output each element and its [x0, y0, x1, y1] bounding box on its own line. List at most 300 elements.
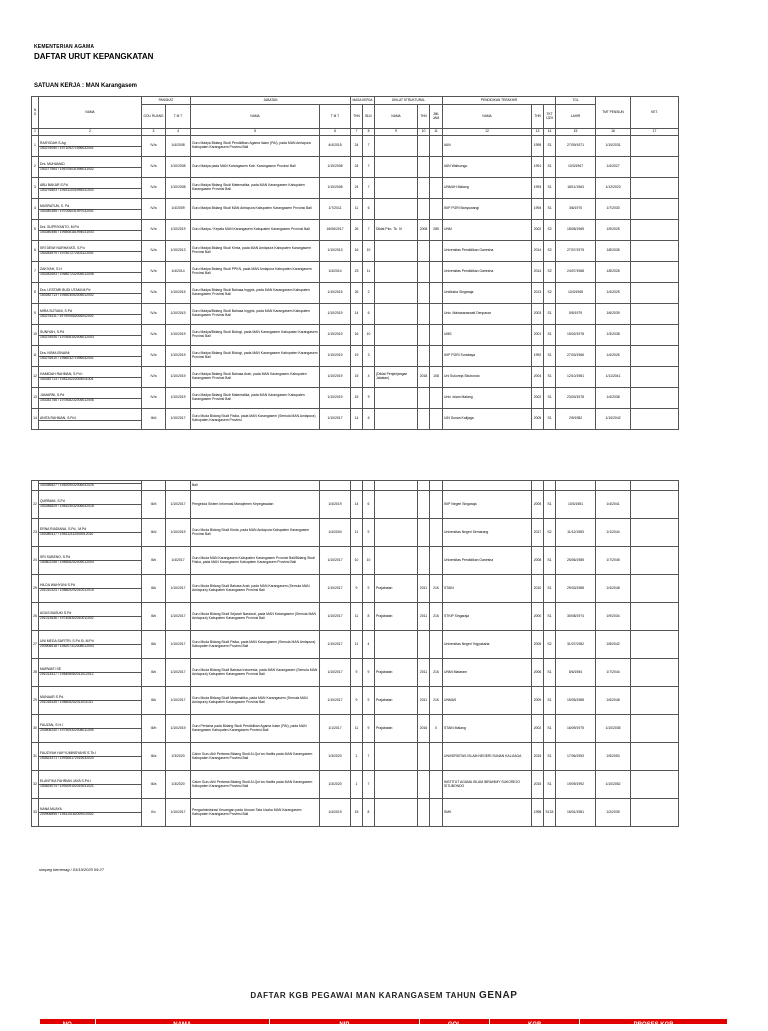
employee-nip: 150802258 / 198506252009012004 — [39, 560, 141, 565]
row-number: 32 — [32, 771, 39, 799]
education-name: UNMI Mataram — [443, 659, 532, 687]
employee-cell — [39, 799, 142, 827]
education-year: 1993 — [532, 178, 544, 199]
column-index-cell: 8 — [363, 129, 375, 136]
employee-name: MUNAAR S.Pd. — [40, 695, 64, 700]
employee-nip: 201016435 / 198805252011011011 — [39, 700, 141, 705]
education-year: 2006 — [532, 659, 544, 687]
service-years: 11 — [351, 199, 363, 220]
birth-date: 12/10/1981 — [556, 367, 596, 388]
service-years: 14 — [351, 304, 363, 325]
employee-cell — [39, 178, 142, 199]
training-name — [375, 346, 418, 367]
position-name: Guru Madya Bidang Studi Bahasa Inggris, pada MAN Karangasem Kabupaten Karangasem Provinsi Bali — [191, 283, 320, 304]
birth-date: 10/3/1967 — [556, 157, 596, 178]
rank-tmt: 1/10/2008 — [166, 178, 191, 199]
training-hours — [430, 283, 443, 304]
training-hours: 216 — [430, 603, 443, 631]
employee-nip: 201013636 / 197408302010011002 — [39, 616, 141, 621]
remarks — [631, 346, 679, 367]
remarks — [631, 743, 679, 771]
column-index-cell: 17 — [631, 129, 679, 136]
service-years: 9 — [351, 575, 363, 603]
training-hours — [430, 631, 443, 659]
training-hours — [430, 157, 443, 178]
education-level: S1 — [544, 346, 556, 367]
retirement-date: 1/4/2027 — [596, 157, 631, 178]
rank-tmt: 1/10/2019 — [166, 715, 191, 743]
birth-date: 24/07/1968 — [556, 262, 596, 283]
education-level: S1 — [544, 304, 556, 325]
table-row — [32, 631, 679, 659]
position-tmt: 1/10/2017 — [320, 659, 351, 687]
education-year: 2008 — [532, 547, 544, 575]
training-name — [375, 409, 418, 430]
education-name: Universitas Pendidikan Ganesha — [443, 262, 532, 283]
training-name — [375, 262, 418, 283]
col-diklat: DIKLAT STRUKTURAL — [375, 97, 443, 105]
education-year: 1994 — [532, 199, 544, 220]
row-number: 14 — [32, 409, 39, 430]
table-row — [32, 715, 679, 743]
row-number: 23 — [32, 519, 39, 547]
employee-cell — [39, 519, 142, 547]
remarks — [631, 547, 679, 575]
seniority-table-continued — [31, 480, 679, 827]
service-months: 6 — [363, 409, 375, 430]
employee-nip: 150276050 / 197109271996032001 — [39, 146, 141, 151]
service-years: 14 — [351, 409, 363, 430]
training-name — [375, 743, 418, 771]
position-name: Guru Muda Bidang Studi Bahasa Arab, pada MAN Karangasem (Semula MAN Amlapura) Kabupaten Karangasem Provinsi Bali — [191, 575, 320, 603]
retirement-date: 1/11/2041 — [596, 367, 631, 388]
table-row — [32, 178, 679, 199]
remarks — [631, 799, 679, 827]
table-row — [32, 304, 679, 325]
table-row — [32, 283, 679, 304]
education-year: 1992 — [532, 346, 544, 367]
column-index-cell: 2 — [39, 129, 142, 136]
seniority-table — [31, 96, 679, 430]
service-months: 4 — [363, 631, 375, 659]
retirement-date: 1/4/2025 — [596, 283, 631, 304]
training-name: Prajabatan — [375, 575, 418, 603]
employee-nip: 150286827 / 198209032006042025 — [39, 483, 141, 488]
position-name: Guru Muda Bidang Studi Fisika, pada MAN Karangasem (Semula MAN Amlapura) Kabupaten Karangasem Provinsi Bali — [191, 631, 320, 659]
training-name — [375, 304, 418, 325]
training-name — [375, 241, 418, 262]
training-hours — [430, 199, 443, 220]
education-year: 1998 — [532, 799, 544, 827]
service-months: 4 — [363, 367, 375, 388]
education-year: 2000 — [532, 603, 544, 631]
column-index-cell: 4 — [166, 129, 191, 136]
column-index-cell: 9 — [375, 129, 418, 136]
training-year — [418, 157, 430, 178]
rank-grade: III/c — [142, 603, 166, 631]
position-tmt: 1/10/2019 — [320, 388, 351, 409]
table-row — [32, 157, 679, 178]
position-tmt: 1/10/2019 — [320, 346, 351, 367]
col-tmt-pensiun: TMT PENSIUN — [596, 97, 631, 129]
document-page-2 — [0, 478, 768, 888]
table-body-page-1 — [32, 136, 679, 430]
remarks — [631, 603, 679, 631]
education-year: 2015 — [532, 743, 544, 771]
position-name: Calon Guru Ahli Pertama Bidang Studi Al-Qur'an Hadits pada MAN Karangasem Kabupaten Karangasem Provinsi Bali — [191, 743, 320, 771]
service-years: 23 — [351, 262, 363, 283]
training-name — [375, 491, 418, 519]
position-name: Pengelola Sistem Informasi Manajemen Kepegawaian — [191, 491, 320, 519]
employee-cell — [39, 367, 142, 388]
rank-grade: III/c — [142, 659, 166, 687]
table-row — [32, 199, 679, 220]
position-tmt: 1/10/2019 — [320, 367, 351, 388]
employee-nip: 150282713 / 198110222005011004 — [39, 377, 141, 382]
service-years: 1 — [351, 743, 363, 771]
position-tmt: 1/10/2008 — [320, 157, 351, 178]
col-tgl: TGL — [556, 97, 596, 105]
remarks — [631, 325, 679, 346]
row-number: 7 — [32, 262, 39, 283]
training-name — [375, 519, 418, 547]
col-pangkat-tmt: T M T — [166, 105, 191, 129]
employee-name: HAMIDAH RAHMAN, S.Pd.I — [40, 371, 83, 376]
table-row — [32, 799, 679, 827]
rank-grade: III/d — [142, 409, 166, 430]
service-months: 9 — [363, 519, 375, 547]
remarks — [631, 283, 679, 304]
training-year: 2011 — [418, 687, 430, 715]
employee-name: UNI MEGA SAFITRI, S.Pd.Si.,M.Pd — [40, 639, 94, 644]
col-bln: BLN — [363, 105, 375, 129]
training-name — [375, 199, 418, 220]
position-name: Guru Muda Bidang Studi Kimia, pada MAN Amlapura Kabupaten Karangasem Provinsi Bali — [191, 519, 320, 547]
row-number: 26 — [32, 603, 39, 631]
retirement-date: 1/10/2042 — [596, 409, 631, 430]
rank-grade: II/c — [142, 799, 166, 827]
remarks — [631, 367, 679, 388]
position-tmt: 1/10/2017 — [320, 603, 351, 631]
column-index-cell: 3 — [142, 129, 166, 136]
employee-name: JUMARNI, S.Pd — [40, 392, 65, 397]
training-year: 2011 — [418, 575, 430, 603]
employee-nip: 150823371 / 199306172019032020 — [39, 756, 141, 761]
col-jabatan-tmt: T M T — [320, 105, 351, 129]
rank-grade: IV/a — [142, 304, 166, 325]
position-name: Guru Madya pada MAN Karangasem Kab. Karangasem Provinsi Bali — [191, 157, 320, 178]
rank-tmt: 1/10/2017 — [166, 409, 191, 430]
rank-tmt: 1/10/2015 — [166, 283, 191, 304]
remarks — [631, 519, 679, 547]
rank-tmt: 1/3/2020 — [166, 771, 191, 799]
training-hours: 108 — [430, 367, 443, 388]
position-name: Guru Madya Bidang Studi Biologi, pada MAN Karangasem Kabupaten Karangasem Provinsi Bali — [191, 346, 320, 367]
kgb-col-no: NO — [40, 1019, 96, 1024]
rank-grade: III/a — [142, 771, 166, 799]
remarks — [631, 388, 679, 409]
employee-name: ANITA RAHMAN, S.Pd.I — [40, 415, 77, 420]
remarks — [631, 631, 679, 659]
service-months: 10 — [363, 547, 375, 575]
service-months: 7 — [363, 743, 375, 771]
training-hours — [430, 519, 443, 547]
position-tmt: 1/3/2020 — [320, 743, 351, 771]
rank-grade: III/c — [142, 575, 166, 603]
remarks — [631, 304, 679, 325]
remarks — [631, 178, 679, 199]
kgb-col-gol: GOL — [420, 1019, 490, 1024]
retirement-date: 1/4/2038 — [596, 388, 631, 409]
col-pend-nama: NAMA — [443, 105, 532, 129]
kgb-col-nama: NAMA — [96, 1019, 270, 1024]
service-months: 11 — [363, 262, 375, 283]
employee-name: ERNA RIADIANA, S.Pd., M.Pd — [40, 527, 87, 532]
education-year: 1995 — [532, 136, 544, 157]
service-months: 8 — [363, 603, 375, 631]
column-index-cell: 12 — [443, 129, 532, 136]
service-months: 6 — [363, 199, 375, 220]
rank-grade: IV/a — [142, 136, 166, 157]
training-name — [375, 178, 418, 199]
employee-name: FAUZAN, S.H.I — [40, 723, 63, 728]
training-name — [375, 547, 418, 575]
birth-date: 25/06/1985 — [556, 547, 596, 575]
birth-date: 2/9/1982 — [556, 409, 596, 430]
retirement-date: 1/3/2038 — [596, 325, 631, 346]
education-name: UIN Sunan Kalijaga — [443, 409, 532, 430]
education-level: S2 — [544, 241, 556, 262]
rank-tmt: 1/10/2019 — [166, 325, 191, 346]
employee-cell — [39, 283, 142, 304]
column-index-cell: 7 — [351, 129, 363, 136]
training-hours — [430, 491, 443, 519]
retirement-date: 1/4/2048 — [596, 575, 631, 603]
service-years: 11 — [351, 631, 363, 659]
table-row — [32, 367, 679, 388]
employee-nip: 150283579 / 197507272003122001 — [39, 251, 141, 256]
training-year — [418, 241, 430, 262]
education-name: IKIP PGRI Banyuwangi — [443, 199, 532, 220]
employee-nip — [39, 420, 141, 421]
row-number: 2 — [32, 157, 39, 178]
col-thn: THN — [351, 105, 363, 129]
training-name: Prajabatan — [375, 687, 418, 715]
education-level: S1 — [544, 771, 556, 799]
retirement-date: 1/7/2045 — [596, 547, 631, 575]
row-number: 10 — [32, 325, 39, 346]
education-level: S1 — [544, 178, 556, 199]
rank-tmt: 1/10/2013 — [166, 241, 191, 262]
training-name: Prajabatan — [375, 659, 418, 687]
training-year — [418, 304, 430, 325]
retirement-date: 1/8/2035 — [596, 241, 631, 262]
employee-nip: 150276803 / 196311031996031003 — [39, 188, 141, 193]
training-hours — [430, 304, 443, 325]
training-year — [418, 519, 430, 547]
birth-date: 27/07/1975 — [556, 241, 596, 262]
rank-tmt: 1/10/2017 — [166, 799, 191, 827]
employee-nip: 150280417 / 198112112005012010 — [39, 532, 141, 537]
education-year: 2009 — [532, 687, 544, 715]
service-months: 9 — [363, 388, 375, 409]
column-index-row — [32, 129, 679, 136]
row-number: 13 — [32, 388, 39, 409]
training-hours: 216 — [430, 659, 443, 687]
rank-tmt: 1/10/2019 — [166, 519, 191, 547]
remarks — [631, 575, 679, 603]
training-name — [375, 771, 418, 799]
education-name: UNM — [443, 220, 532, 241]
education-level: S2 — [544, 519, 556, 547]
kgb-col-proses-kgb: PROSES KGB — [580, 1019, 728, 1024]
birth-date: 10/3/1981 — [556, 491, 596, 519]
service-months: 2 — [363, 283, 375, 304]
training-hours — [430, 799, 443, 827]
employee-name: QURBANI, S.Pd — [40, 499, 65, 504]
position-name: Bali — [191, 481, 320, 491]
table-row — [32, 136, 679, 157]
retirement-date: 1/8/2028 — [596, 262, 631, 283]
employee-nip: 150282693 / 196807242005012006 — [39, 272, 141, 277]
row-number: 28 — [32, 659, 39, 687]
rank-tmt: 1/10/2019 — [166, 304, 191, 325]
retirement-date: 1/4/2026 — [596, 346, 631, 367]
rank-tmt: 1/10/2017 — [166, 491, 191, 519]
retirement-date: 1/8/2042 — [596, 631, 631, 659]
kgb-title — [0, 990, 768, 1001]
education-name: Universitas Pendidikan Ganesha — [443, 241, 532, 262]
employee-name: Dra. LESTARI BUDI UTAMI M.Pd — [40, 287, 91, 292]
document-page-1 — [0, 0, 768, 473]
row-number: 5 — [32, 220, 39, 241]
column-index-cell: 10 — [418, 129, 430, 136]
col-diklat-nama: NAMA — [375, 105, 418, 129]
retirement-date: 1/6/2048 — [596, 687, 631, 715]
education-name: Universitas Negeri Yogyakarta — [443, 631, 532, 659]
training-hours — [430, 409, 443, 430]
row-number: 12 — [32, 367, 39, 388]
service-years: 16 — [351, 241, 363, 262]
employee-nip: 200906618 / 198207312008012004 — [39, 644, 141, 649]
training-year: 2008 — [418, 220, 430, 241]
rank-grade: IV/a — [142, 346, 166, 367]
remarks — [631, 771, 679, 799]
education-name: UMS — [443, 325, 532, 346]
education-level: S1 — [544, 367, 556, 388]
training-year — [418, 325, 430, 346]
birth-date: 16/09/1975 — [556, 715, 596, 743]
table-row — [32, 388, 679, 409]
training-year — [418, 199, 430, 220]
training-name — [375, 631, 418, 659]
rank-grade: III/b — [142, 715, 166, 743]
rank-grade: IV/a — [142, 325, 166, 346]
rank-tmt: 1/4/2008 — [166, 136, 191, 157]
rank-tmt: 1/10/2019 — [166, 388, 191, 409]
table-row — [32, 346, 679, 367]
education-level: S1 — [544, 157, 556, 178]
training-name — [375, 388, 418, 409]
service-months: 9 — [363, 715, 375, 743]
col-pend-tkt: TKT IJZH — [544, 105, 556, 129]
education-year: 2013 — [532, 283, 544, 304]
education-year: 2014 — [532, 241, 544, 262]
row-number: 27 — [32, 631, 39, 659]
training-hours: 216 — [430, 687, 443, 715]
education-level: S1 — [544, 491, 556, 519]
service-years: 26 — [351, 220, 363, 241]
table-row — [32, 519, 679, 547]
education-name: IKIP Negeri Singaraja — [443, 491, 532, 519]
employee-name: NANA MUAYA — [40, 807, 62, 812]
education-name: STKIP Singaraja — [443, 603, 532, 631]
employee-name: ZAKIYAH, S.H — [40, 266, 62, 271]
col-masa-kerja: MASA KERJA — [351, 97, 375, 105]
training-hours: 0 — [430, 715, 443, 743]
col-ket: KET. — [631, 97, 679, 129]
remarks — [631, 262, 679, 283]
education-level: S1 — [544, 575, 556, 603]
employee-name: Dra. NI'MA ISNAINI — [40, 350, 70, 355]
rank-tmt: 1/10/2019 — [166, 346, 191, 367]
employee-cell — [39, 325, 142, 346]
column-index-cell: 16 — [596, 129, 631, 136]
service-years: 14 — [351, 491, 363, 519]
position-name: Guru Madya / Kepala MAN Karangasem Kabupaten Karangasem Provinsi Bali — [191, 220, 320, 241]
birth-date: 29/03/1988 — [556, 575, 596, 603]
rank-tmt: 1/10/2019 — [166, 367, 191, 388]
column-index-cell: 11 — [430, 129, 443, 136]
row-number: 22 — [32, 491, 39, 519]
remarks — [631, 199, 679, 220]
employee-cell — [39, 199, 142, 220]
training-hours — [430, 178, 443, 199]
rank-grade: III/a — [142, 743, 166, 771]
birth-date: 18/11/1963 — [556, 178, 596, 199]
birth-date: 5/5/1979 — [556, 304, 596, 325]
position-name: Guru Madya Bidang Studi MAN Amlapura Kabupaten Karangasem Provinsi Bali — [191, 199, 320, 220]
employee-nip: 150276926 / 197808152006012003 — [39, 335, 141, 340]
kgb-col-nip: NIP — [270, 1019, 420, 1024]
table-row — [32, 771, 679, 799]
col-diklat-thn: THN — [418, 105, 430, 129]
education-year: 2005 — [532, 409, 544, 430]
service-years: 24 — [351, 178, 363, 199]
birth-date: 23/03/1978 — [556, 388, 596, 409]
position-tmt: 1/7/2011 — [320, 199, 351, 220]
training-hours — [430, 325, 443, 346]
remarks — [631, 241, 679, 262]
service-years: 10 — [351, 547, 363, 575]
rank-tmt: 1/10/2017 — [166, 687, 191, 715]
table-row — [32, 547, 679, 575]
employee-cell — [39, 547, 142, 575]
row-number: 33 — [32, 799, 39, 827]
education-year: 2005 — [532, 631, 544, 659]
employee-nip: 150282756 / 197808232005012006 — [39, 398, 141, 403]
training-name — [375, 283, 418, 304]
column-index-cell: 6 — [320, 129, 351, 136]
position-tmt: 1/4/2019 — [320, 491, 351, 519]
birth-date: 27/03/1966 — [556, 346, 596, 367]
position-name: Guru Muda Bidang Studi Sejarah Nasional, pada MAN Karangasem (Semula MAN Amlapura) Kabupaten Karangasem Provinsi Bali — [191, 603, 320, 631]
work-unit: SATUAN KERJA : MAN Karangasem — [34, 83, 138, 89]
service-months: 7 — [363, 157, 375, 178]
birth-date: 11/12/1983 — [556, 519, 596, 547]
table-row — [32, 687, 679, 715]
training-hours — [430, 136, 443, 157]
